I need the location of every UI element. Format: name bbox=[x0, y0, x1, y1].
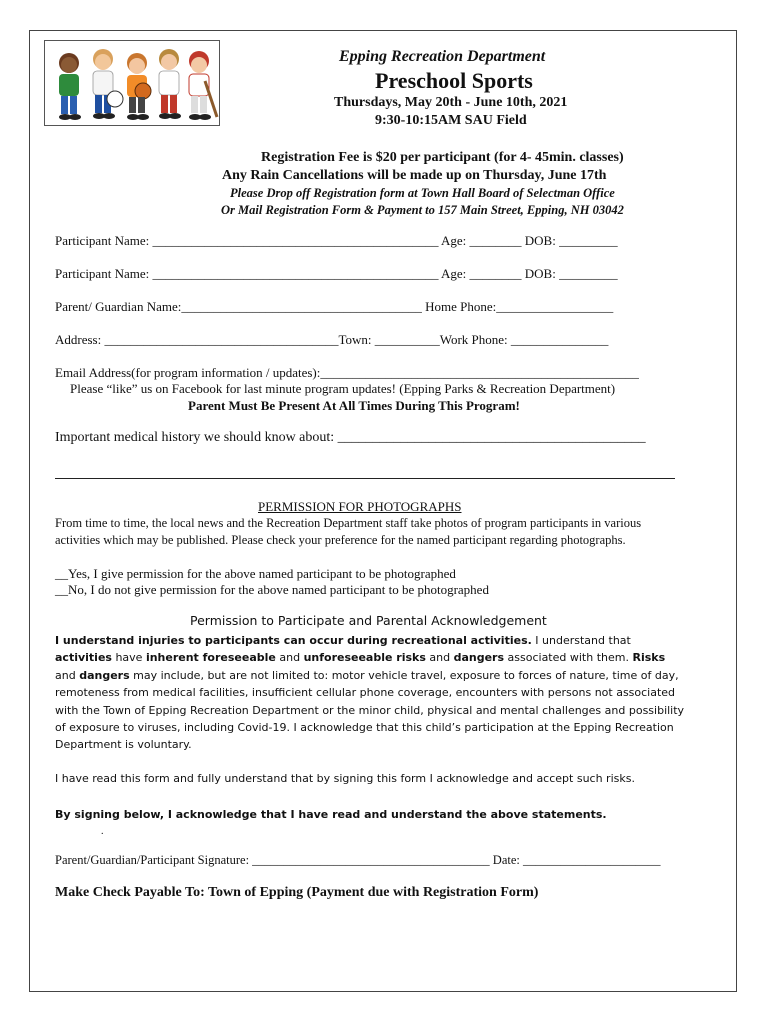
participant-name-field-2[interactable]: Participant Name: ____________________________________________ Age: ________ DOB: _________ bbox=[55, 266, 618, 281]
photo-yes-option[interactable]: __Yes, I give permission for the above named participant to be photographed bbox=[55, 566, 456, 581]
ack-text-6: and bbox=[55, 668, 80, 682]
photos-body: From time to time, the local news and the Recreation Department staff take photos of program participants in various activities which may be published. Please check your preference for the named participant regarding photographs. bbox=[55, 516, 642, 547]
drop-off-note: Please Drop off Registration form at Town Hall Board of Selectman Office bbox=[230, 186, 615, 200]
ack-bold-5: dangers bbox=[453, 651, 505, 665]
medical-history-field[interactable]: Important medical history we should know about: ____________________________________________ bbox=[55, 430, 646, 445]
ack-text-5: associated with them. bbox=[504, 651, 633, 665]
ack-risk-statement: I have read this form and fully understand that by signing this form I acknowledge and accept such risks. bbox=[55, 772, 635, 785]
ack-bold-2: activities bbox=[55, 651, 112, 665]
ack-bold-7: dangers bbox=[79, 668, 130, 682]
registration-fee: Registration Fee is $20 per participant (for 4- 45min. classes) bbox=[261, 150, 624, 165]
ack-signing-statement: By signing below, I acknowledge that I have read and understand the above statements. bbox=[55, 808, 607, 821]
address-field[interactable]: Address: ____________________________________Town: __________Work Phone: _______________ bbox=[55, 332, 609, 347]
ack-bold-4: unforeseeable risks bbox=[303, 651, 426, 665]
mail-note: Or Mail Registration Form & Payment to 157 Main Street, Epping, NH 03042 bbox=[221, 203, 624, 217]
ack-text-4: and bbox=[425, 651, 454, 665]
parent-present-note: Parent Must Be Present At All Times During This Program! bbox=[188, 398, 520, 413]
stray-dot: . bbox=[101, 826, 104, 837]
signature-field[interactable]: Parent/Guardian/Participant Signature: ______________________________________ Date: ______________________ bbox=[55, 853, 661, 867]
photo-no-option[interactable]: __No, I do not give permission for the above named participant to be photographed bbox=[55, 582, 489, 597]
payment-instructions: Make Check Payable To: Town of Epping (Payment due with Registration Form) bbox=[55, 885, 539, 900]
ack-heading: Permission to Participate and Parental Acknowledgement bbox=[190, 613, 547, 628]
ack-paragraph bbox=[55, 632, 685, 754]
ack-text-3: and bbox=[275, 651, 304, 665]
ack-bold-6: Risks bbox=[632, 651, 666, 665]
ack-text-2: have bbox=[111, 651, 146, 665]
guardian-name-field[interactable]: Parent/ Guardian Name:_____________________________________ Home Phone:__________________ bbox=[55, 299, 614, 314]
rain-cancellations: Any Rain Cancellations will be made up on Thursday, June 17th bbox=[222, 168, 607, 183]
participant-name-field-1[interactable]: Participant Name: ____________________________________________ Age: ________ DOB: _________ bbox=[55, 233, 618, 248]
medical-history-line[interactable] bbox=[55, 478, 675, 479]
program-title: Preschool Sports bbox=[375, 68, 533, 93]
ack-text-7: may include, but are not limited to: motor vehicle travel, exposure to forces of nature, time of day, remoteness from medical facilities, insufficient cellular phone coverage, encounters with persons not associated with the Town of Epping Recreation Department or the minor child, physical and mental challenges and possibility of exposure to viruses, including Covid-19. I acknowledge that this child’s participation at the Epping Recreation Department is voluntary. bbox=[55, 668, 685, 752]
ack-bold-3: inherent foreseeable bbox=[145, 651, 276, 665]
department-name: Epping Recreation Department bbox=[339, 48, 546, 65]
program-dates: Thursdays, May 20th - June 10th, 2021 bbox=[334, 95, 568, 110]
photos-heading: PERMISSION FOR PHOTOGRAPHS bbox=[258, 499, 462, 514]
ack-bold-1: I understand injuries to participants can occur during recreational activities. bbox=[55, 634, 532, 647]
ack-text-1: I understand that bbox=[531, 634, 631, 647]
email-field[interactable]: Email Address(for program information / updates):_________________________________________________ bbox=[55, 365, 639, 380]
facebook-note: Please “like” us on Facebook for last minute program updates! (Epping Parks & Recreation Department) bbox=[70, 381, 616, 396]
kids-sports-clipart-icon bbox=[44, 40, 220, 126]
program-time: 9:30-10:15AM SAU Field bbox=[375, 113, 527, 128]
